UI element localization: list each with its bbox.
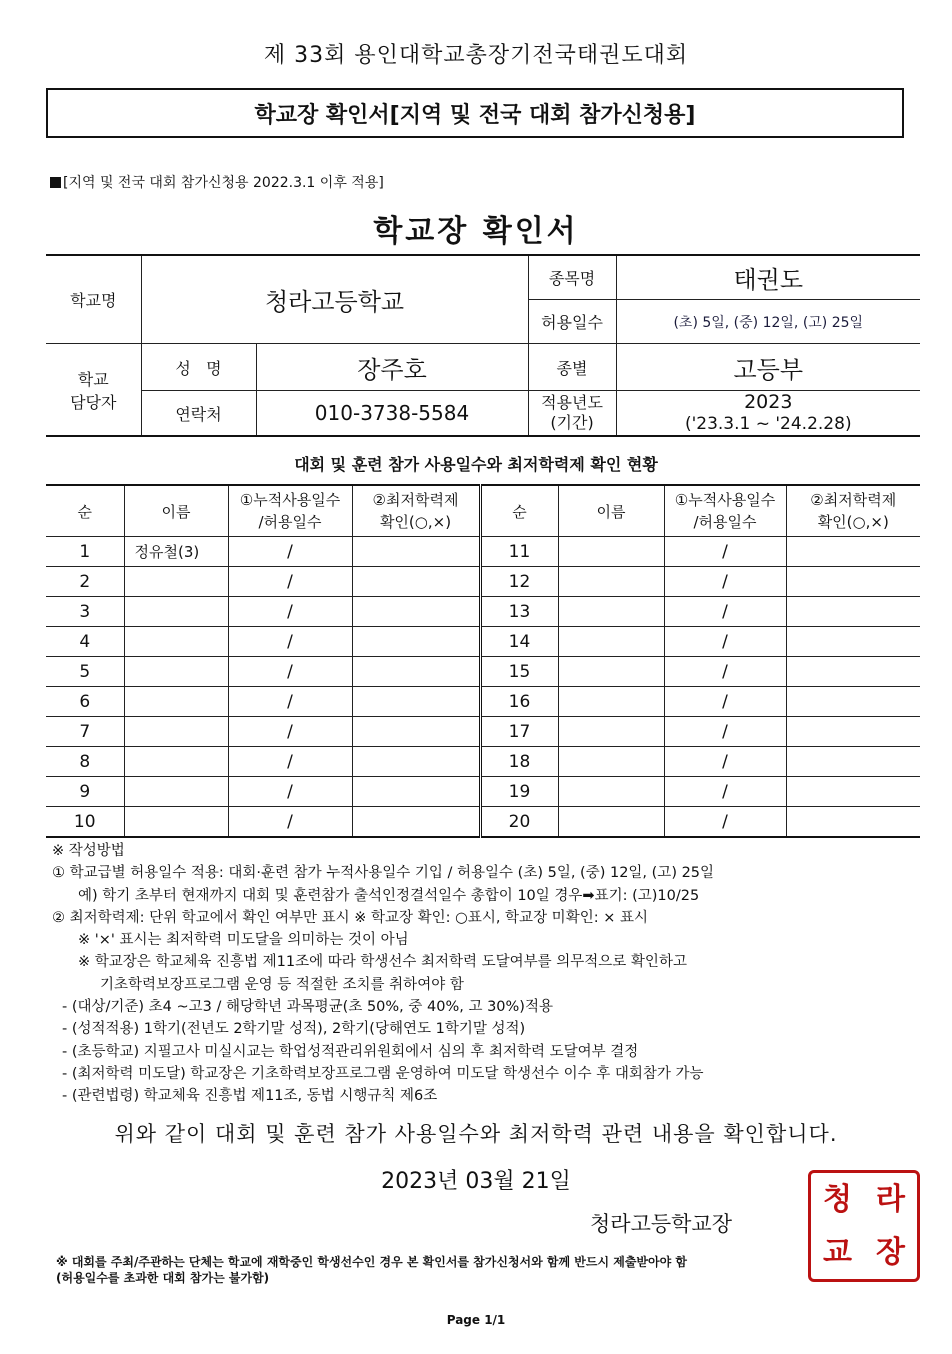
athlete-name [558,627,664,657]
days-cell: / [664,567,786,597]
athlete-name [558,747,664,777]
header-academic: ②최저학력제 확인(○,×) [786,485,920,537]
notice-text: [지역 및 전국 대회 참가신청용 2022.3.1 이후 적용] [63,175,384,191]
instruction-line: 기초학력보장프로그램 운영 등 적절한 조치를 취하여야 함 [100,976,464,993]
school-name-label: 학교명 [46,255,141,344]
table-row [46,747,920,777]
contact-value: 010-3738-5584 [256,391,528,437]
instruction-line: ② 최저학력제: 단위 학교에서 확인 여부만 표시 ※ 학교장 확인: ○표시, 학교장 미확인: × 표시 [52,909,648,926]
manager-name-value: 장주호 [256,344,528,391]
footnote [56,1254,916,1286]
days-cell: / [664,687,786,717]
academic-cell [352,717,480,747]
category-label: 종별 [528,344,616,391]
section-title: 대회 및 훈련 참가 사용일수와 최저학력제 확인 현황 [294,455,658,474]
days-cell: / [228,807,352,838]
page-number: Page 1/1 [446,1313,506,1327]
year-value: 2023 [744,391,793,413]
row-number: 17 [480,717,558,747]
days-cell: / [228,657,352,687]
instruction-line: ① 학교급별 허용일수 적용: 대회·훈련 참가 누적사용일수 기입 / 허용일수 (초) 5일, (중) 12일, (고) 25일 [52,865,715,882]
row-number: 7 [46,717,124,747]
table-row [46,657,920,687]
days-cell: / [664,777,786,807]
days-cell: / [664,537,786,567]
academic-cell [786,597,920,627]
days-cell: / [228,597,352,627]
academic-cell [352,567,480,597]
row-number: 15 [480,657,558,687]
confirmation-statement: 위와 같이 대회 및 훈련 참가 사용일수와 최저학력 관련 내용을 확인합니다. [114,1122,838,1146]
table-body [46,537,920,838]
row-number: 1 [46,537,124,567]
days-cell: / [228,777,352,807]
days-cell: / [664,657,786,687]
days-cell: / [228,747,352,777]
table-row [46,597,920,627]
table-row [46,777,920,807]
days-cell: / [228,627,352,657]
contact-label: 연락처 [141,391,256,437]
principal-title: 청라고등학교장 [590,1212,733,1236]
manager-name-label: 성 명 [141,344,256,391]
row-number: 5 [46,657,124,687]
row-number: 12 [480,567,558,597]
academic-cell [352,627,480,657]
athlete-name [558,687,664,717]
athlete-name [124,657,228,687]
row-number: 11 [480,537,558,567]
row-number: 16 [480,687,558,717]
athlete-name: 정유철(3) [124,537,228,567]
allowed-days-value: (초) 5일, (중) 12일, (고) 25일 [616,300,920,344]
athlete-name [124,807,228,838]
athlete-name [124,717,228,747]
athlete-name [124,687,228,717]
row-number: 4 [46,627,124,657]
row-number: 6 [46,687,124,717]
row-number: 2 [46,567,124,597]
academic-cell [786,777,920,807]
row-number: 19 [480,777,558,807]
instruction-line: - (성적적용) 1학기(전년도 2학기말 성적), 2학기(당해연도 1학기말 성적) [62,1021,526,1038]
academic-cell [352,777,480,807]
instruction-line: 예) 학기 초부터 현재까지 대회 및 훈련참가 출석인정결석일수 총합이 10일 경우➡표기: (고)10/25 [78,887,700,904]
table-row [46,567,920,597]
days-cell: / [664,807,786,838]
signature-date: 2023년 03월 21일 [381,1169,571,1194]
school-name-value: 청라고등학교 [141,255,528,344]
athlete-name [124,747,228,777]
athlete-name [558,597,664,627]
manager-label: 학교 담당자 [46,344,141,437]
academic-cell [352,657,480,687]
academic-cell [786,537,920,567]
instruction-line: ※ '×' 표시는 최저학력 미도달을 의미하는 것이 아님 [78,932,409,949]
table-row [46,687,920,717]
instruction-line: - (관련법령) 학교체육 진흥법 제11조, 동법 시행규칙 제6조 [62,1088,438,1105]
header-no: 순 [480,485,558,537]
academic-cell [352,597,480,627]
days-cell: / [228,717,352,747]
athlete-name [558,777,664,807]
applicability-notice [50,172,384,192]
header-name: 이름 [124,485,228,537]
row-number: 8 [46,747,124,777]
academic-cell [786,807,920,838]
event-label: 종목명 [528,255,616,300]
days-cell: / [228,687,352,717]
footnote-line: (허용일수를 초과한 대회 참가는 불가함) [56,1271,270,1285]
header-name: 이름 [558,485,664,537]
table-header-row [46,485,920,537]
instructions [52,840,932,1108]
header-no: 순 [46,485,124,537]
athlete-name [558,807,664,838]
header-academic: ②최저학력제 확인(○,×) [352,485,480,537]
year-cell [616,391,920,437]
seal-char: 장 [876,1234,905,1270]
instruction-line: ※ 작성방법 [52,843,125,859]
athlete-name [124,777,228,807]
table-row [46,807,920,838]
footnote-line: ※ 대회를 주최/주관하는 단체는 학교에 재학중인 학생선수인 경우 본 확인서를 참가신청서와 함께 반드시 제출받아야 함 [56,1255,687,1269]
row-number: 14 [480,627,558,657]
table-row [46,537,920,567]
seal-char: 교 [823,1234,852,1270]
instruction-line: - (최저학력 미도달) 학교장은 기초학력보장프로그램 운영하여 미도달 학생선수 이수 후 대회참가 가능 [62,1065,704,1082]
instruction-line: ※ 학교장은 학교체육 진흥법 제11조에 따라 학생선수 최저학력 도달여부를 의무적으로 확인하고 [78,954,687,971]
year-label: 적용년도 (기간) [528,391,616,437]
table-row [46,717,920,747]
days-cell: / [664,627,786,657]
form-title: 학교장 확인서[지역 및 전국 대회 참가신청용] [254,102,696,128]
school-info-table [46,254,920,437]
days-cell: / [664,717,786,747]
year-period: ('23.3.1 ~ '24.2.28) [684,414,852,434]
header-days: ①누적사용일수 /허용일수 [228,485,352,537]
athlete-name [558,657,664,687]
table-row [46,627,920,657]
competition-title: 제 33회 용인대학교총장기전국태권도대회 [263,43,689,68]
days-cell: / [228,537,352,567]
academic-cell [352,687,480,717]
days-cell: / [664,747,786,777]
athlete-name [124,567,228,597]
athlete-usage-table [46,484,920,838]
row-number: 13 [480,597,558,627]
academic-cell [352,537,480,567]
header-days: ①누적사용일수 /허용일수 [664,485,786,537]
seal-char: 청 [823,1181,852,1217]
days-cell: / [664,597,786,627]
row-number: 3 [46,597,124,627]
academic-cell [786,687,920,717]
document-title: 학교장 확인서 [373,214,579,249]
form-title-box [46,88,904,138]
instruction-line: - (대상/기준) 초4 ~고3 / 해당학년 과목평균(초 50%, 중 40%, 고 30%)적용 [62,999,553,1016]
category-value: 고등부 [616,344,920,391]
allowed-days-label: 허용일수 [528,300,616,344]
athlete-name [124,627,228,657]
academic-cell [786,567,920,597]
athlete-name [558,717,664,747]
event-value: 태권도 [616,255,920,300]
athlete-name [124,597,228,627]
days-cell: / [228,567,352,597]
row-number: 18 [480,747,558,777]
academic-cell [352,807,480,838]
academic-cell [786,717,920,747]
row-number: 20 [480,807,558,838]
athlete-name [558,567,664,597]
academic-cell [786,747,920,777]
athlete-name [558,537,664,567]
academic-cell [352,747,480,777]
seal-char: 라 [876,1181,905,1217]
academic-cell [786,627,920,657]
instruction-line: - (초등학교) 지필고사 미실시교는 학업성적관리위원회에서 심의 후 최저학력 도달여부 결정 [62,1043,639,1060]
row-number: 10 [46,807,124,838]
square-bullet-icon [50,177,61,188]
row-number: 9 [46,777,124,807]
academic-cell [786,657,920,687]
